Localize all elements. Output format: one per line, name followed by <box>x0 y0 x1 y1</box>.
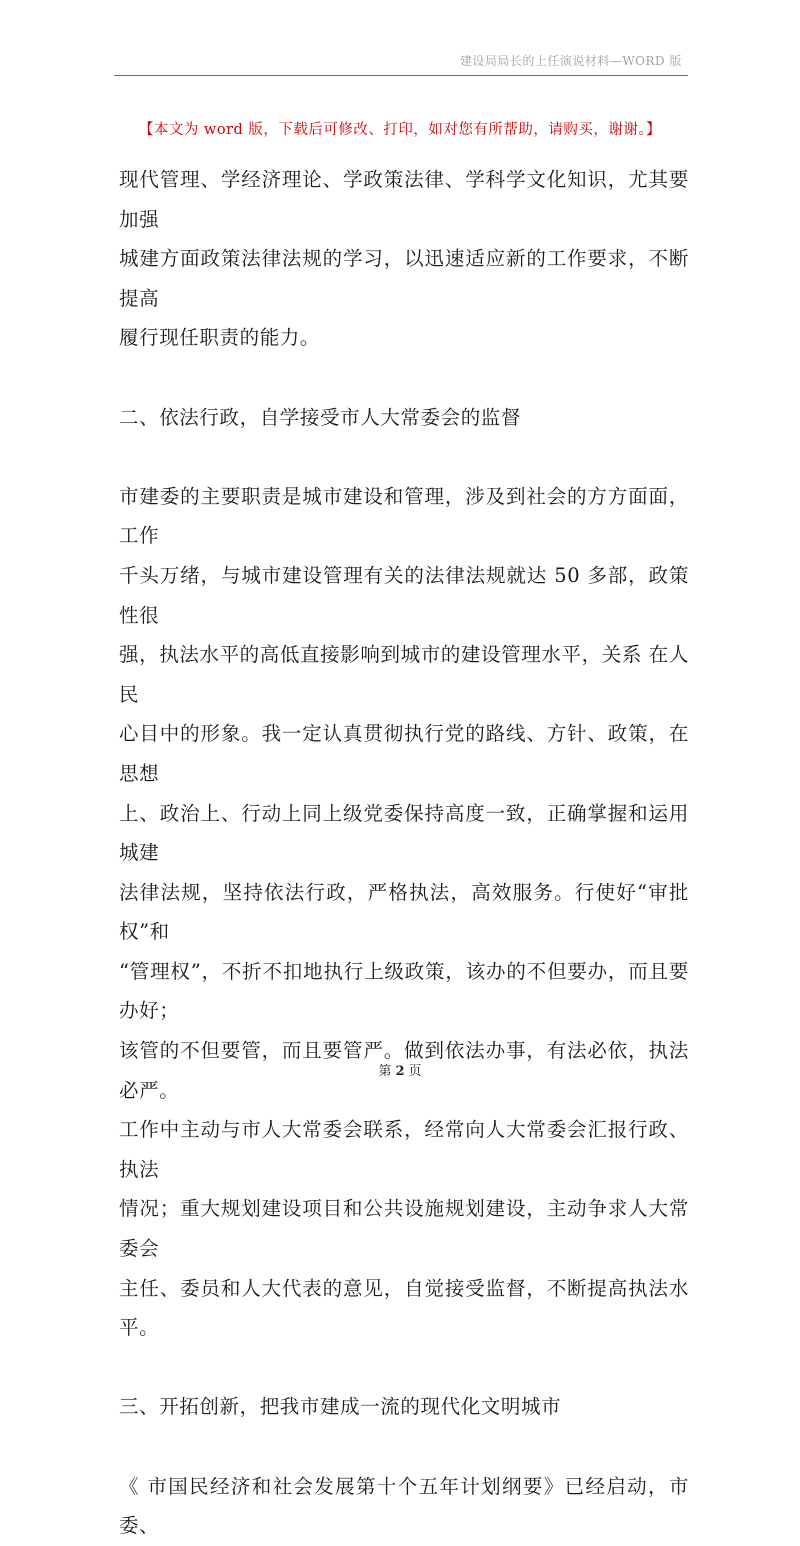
text-line: 千头万绪，与城市建设管理有关的法律法规就达 50 多部，政策性很 <box>119 563 689 627</box>
header-divider <box>114 75 688 76</box>
download-notice: 【本文为 word 版，下载后可修改、打印，如对您有所帮助，请购买，谢谢。】 <box>138 122 662 138</box>
text-line: 工作中主动与市人大常委会联系，经常向人大常委会汇报行政、执法 <box>119 1118 689 1181</box>
page-prefix: 第 <box>378 1064 392 1079</box>
text-line: 《 市国民经济和社会发展第十个五年计划纲要》已经启动，市委、 <box>119 1474 689 1538</box>
text-line: 法律法规，坚持依法行政，严格执法，高效服务。行使好“审批权”和 <box>119 880 689 944</box>
text-line: 现代管理、学经济理论、学政策法律、学科学文化知识，尤其要加强 <box>119 168 689 231</box>
text-line: 强，执法水平的高低直接影响到城市的建设管理水平，关系 在人民 <box>119 643 689 706</box>
section-heading-3: 三、开拓创新，把我市建成一流的现代化文明城市 <box>119 1395 562 1419</box>
text-line: 城建方面政策法律法规的学习，以迅速适应新的工作要求，不断提高 <box>119 247 689 310</box>
page-number: 2 <box>395 1064 405 1079</box>
text-line: 主任、委员和人大代表的意见，自觉接受监督，不断提高执法水平。 <box>119 1276 689 1340</box>
text-line: 该管的不但要管，而且要管严。做到依法办事，有法必依，执法必严。 <box>119 1039 689 1102</box>
paragraph-2 <box>119 477 689 1348</box>
paragraph-1 <box>119 160 689 358</box>
text-line: “管理权”，不折不扣地执行上级政策，该办的不但要办，而且要办好； <box>119 959 689 1023</box>
page-footer <box>0 1060 800 1079</box>
page-suffix: 页 <box>408 1064 422 1079</box>
text-line: 上、政治上、行动上同上级党委保持高度一致，正确掌握和运用城建 <box>119 801 689 865</box>
text-line: 市建委的主要职责是城市建设和管理，涉及到社会的方方面面，工作 <box>119 484 689 548</box>
text-line: 履行现任职责的能力。 <box>119 326 321 350</box>
paragraph-3 <box>119 1467 689 1546</box>
section-heading-2: 二、依法行政，自学接受市人大常委会的监督 <box>119 405 522 429</box>
text-line: 心目中的形象。我一定认真贯彻执行党的路线、方针、政策，在思想 <box>119 722 689 785</box>
document-body <box>119 160 689 1546</box>
text-line: 情况；重大规划建设项目和公共设施规划建设，主动争求人大常委会 <box>119 1197 689 1261</box>
running-header-title: 建设局局长的上任演说材料—WORD 版 <box>459 54 682 68</box>
